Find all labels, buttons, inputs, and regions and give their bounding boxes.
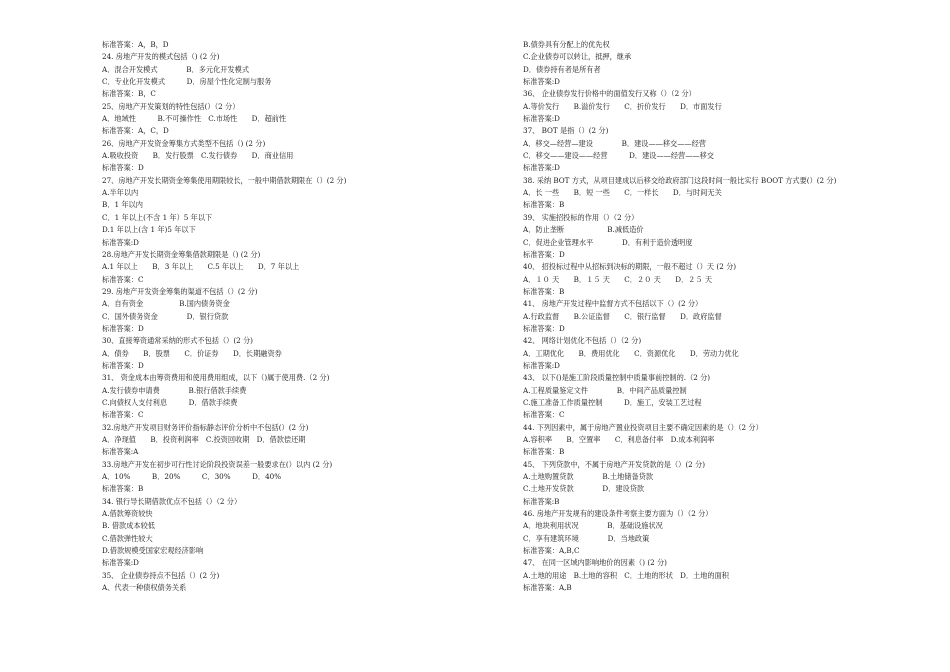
text-line: C.借款弹性较大 xyxy=(102,533,153,543)
text-line: A．工期优化 B．费用优化 C．资源优化 D．劳动力优化 xyxy=(523,348,739,358)
text-line: A.行政监督 B.公证监督 C．银行监督 D．政府监督 xyxy=(523,311,722,321)
text-line: 27、房地产开发长期资金筹集使用期限较长，一般中期借款期限在（）(2 分) xyxy=(102,175,347,185)
text-line: 26、房地产开发资金筹集方式类型不包括（) (2 分) xyxy=(102,138,266,148)
text-line: C.企业债券可以转让，抵押，继承 xyxy=(523,52,632,62)
answer-line: 标准答案:D xyxy=(523,77,560,87)
text-line: 34. 银行导长期借款优点不包括（）（2 分） xyxy=(102,496,242,506)
text-line: C．1 年以上(不含 1 年）5 年以下 xyxy=(102,212,213,222)
answer-line: 标准答案：C xyxy=(102,274,144,284)
text-line: A.土地购置贷款 B.土地储备贷款 xyxy=(523,472,654,482)
answer-line: 标准答案：C xyxy=(102,410,144,420)
text-line: A.吸收投资 B．发行股票 C.发行债券 D．商业信用 xyxy=(102,151,294,161)
text-line: A.等价发行 B.溢价发行 C．折价发行 D．市面发行 xyxy=(523,101,722,111)
text-line: A.1 年以上 B．3 年以上 C.5 年以上 D．7 年以上 xyxy=(102,262,300,272)
right-column xyxy=(523,39,943,594)
text-line: 32.房地产开发项目财务评价指标静态评价分析中不包括(）(2 分) xyxy=(102,422,309,432)
answer-line: 标准答案：A,B xyxy=(523,583,572,593)
answer-line: 标准答案：D xyxy=(523,323,565,333)
text-line: B．1 年以内 xyxy=(102,200,143,210)
answer-line: 标准答案：D xyxy=(102,323,144,333)
answer-line: 标准答案：B xyxy=(523,286,565,296)
text-line: C．促进企业管理水平 D．有利于造价透明度 xyxy=(523,237,693,247)
answer-line: 标准答案:D xyxy=(102,558,139,568)
text-line: 35、 企业债券持点不包括（）(2 分) xyxy=(102,570,220,580)
answer-line: 标准答案：B xyxy=(523,200,565,210)
text-line: 45、 下列贷款中，不属于房地产开发贷款的是（）(2 分) xyxy=(523,459,706,469)
text-line: A.土地的用途 B.土地的容积 C．土地的形状 D．土地的面积 xyxy=(523,570,729,580)
text-line: A．防止垄断 B.减低造价 xyxy=(523,225,644,235)
answer-line: 标准答案:D xyxy=(523,360,560,370)
text-line: 46. 房地产开发规有的建设条件考察主要方面为（）（2 分） xyxy=(523,509,713,519)
text-line: C．国外债务资金 D．银行贷款 xyxy=(102,311,229,321)
text-line: 43、 以下()是施工阶段质量控制中质量事前控制的.（2 分) xyxy=(523,373,711,383)
text-line: 30、直接筹资通常采纳的形式不包括（）(2 分) xyxy=(102,336,253,346)
text-line: A．地块利用状况 B．基础设施状况 xyxy=(523,521,663,531)
text-line: D．债券持有者是所有者 xyxy=(523,64,601,74)
answer-line: 标准答案：C xyxy=(523,410,565,420)
text-line: A.容积率 B．空置率 C．利息备付率 D.成本利润率 xyxy=(523,435,715,444)
text-line: D.借款规模受国家宏观经济影响 xyxy=(102,546,204,556)
text-line: A.发行债券申请费 B.银行借款手续费 xyxy=(102,385,247,395)
text-line: 39、 实施招投标的作用（）（2 分） xyxy=(523,212,639,222)
text-line: 36、 企业债券发行价格中的面值发行又称（）（2 分） xyxy=(523,89,696,99)
text-line: A．10% B．20% C．30% D．40% xyxy=(102,472,282,482)
text-line: A.工程质量鉴定文件 B．中间产品质量控制 xyxy=(523,385,687,395)
text-line: 37、 BOT 是指（）(2 分) xyxy=(523,126,609,136)
text-line: 44. 下列因素中，属于房地产置业投资项目主要不确定因素的是（）（2 分） xyxy=(523,422,763,432)
answer-line: 标准答案:D xyxy=(523,163,560,173)
text-line: C.施工准备工作质量控制 D．施工，安装工艺过程 xyxy=(523,397,702,407)
text-line: A．混合开发模式 B．多元化开发模式 xyxy=(102,64,250,74)
answer-line: 标准答案:A xyxy=(102,447,139,457)
text-line: B. 借款成本较低 xyxy=(102,521,155,531)
text-line: A.半年以内 xyxy=(102,188,139,198)
text-line: C．移交——建设——经营 D．建设——经营——移交 xyxy=(523,151,714,161)
text-line: 40、 招投标过程中从招标到决标的期限，一般不超过（）天 (2 分) xyxy=(523,262,737,272)
text-line: A．长 一些 B．短 一些 C．一样长 D．与时间无关 xyxy=(523,188,722,198)
left-column xyxy=(102,39,522,594)
text-line: C．享有建筑环境 D．当地政策 xyxy=(523,533,650,543)
text-line: B.债券具有分配上的优先权 xyxy=(523,40,610,49)
answer-line: 标准答案：A，B，D xyxy=(102,40,169,49)
text-line: A、代表一种债权债务关系 xyxy=(102,583,187,593)
text-line: A.借款筹资较快 xyxy=(102,509,153,519)
text-line: A．移交—经营—建设 B．建设——移交——经营 xyxy=(523,138,706,148)
answer-line: 标准答案:D xyxy=(102,237,139,247)
answer-line: 标准答案:D xyxy=(523,114,560,124)
text-line: 33.房地产开发在初步可行性讨论阶段投资误差一般要求在(）以内 (2 分) xyxy=(102,459,333,469)
text-line: 24. 房地产开发的模式包括（) (2 分) xyxy=(102,52,220,62)
text-line: 28.房地产开发长期资金筹集借款期限是（) (2 分) xyxy=(102,249,261,259)
answer-line: 标准答案：D xyxy=(102,163,144,173)
answer-line: 标准答案:B xyxy=(523,496,560,506)
text-line: A．债券 B．股票 C．价证券 D．长期融资券 xyxy=(102,348,282,358)
text-line: A．净现值 B．投资利润率 C.投资回收期 D．借款偿还期 xyxy=(102,435,306,444)
text-line: A．地域性 B.不可操作性 C.市场性 D．超前性 xyxy=(102,114,287,124)
answer-line: 标准答案：B，C xyxy=(102,89,156,99)
answer-line: 标准答案：A,B,C xyxy=(523,546,580,556)
answer-line: 标准答案：D xyxy=(102,360,144,370)
text-line: 29. 房地产开发资金筹集的渠道不包括（）(2 分) xyxy=(102,286,258,296)
text-line: C．专业化开发模式 D．房屋个性化定制与服务 xyxy=(102,77,272,87)
text-line: 41、 房地产开发过程中监督方式不包括以下（）(2 分） xyxy=(523,299,703,309)
text-line: A．自有资金 B.国内债务资金 xyxy=(102,299,230,309)
text-line: 38. 采纳 BOT 方式，从项目建成以后移交给政府部门这段时间一般比实行 BOOT 方式要(）(2 分) xyxy=(523,175,837,185)
text-line: 47、 在同一区域内影响地价的因素（) (2 分) xyxy=(523,558,667,568)
answer-line: 标准答案：D xyxy=(523,249,565,259)
text-line: A．１０ 天 B．１５ 天 C．２０ 天 D．２５ 天 xyxy=(523,274,713,284)
text-line: D.1 年以上(含 1 年)5 年以下 xyxy=(102,225,196,235)
answer-line: 标准答案：B xyxy=(102,484,144,494)
text-line: C.土地开发贷款 D．建设贷款 xyxy=(523,484,645,494)
text-line: 25、房地产开发策划的特性包括(）（2 分） xyxy=(102,101,240,111)
text-line: 42、 网络计划优化不包括（）（2 分) xyxy=(523,336,642,346)
text-line: 31、 资金成本由筹资费用和使用费用组成，以下（)属于使用费.（2 分) xyxy=(102,373,330,383)
answer-line: 标准答案：A，C，D xyxy=(102,126,169,136)
text-line: C.向债权人支付利息 D．借款手续费 xyxy=(102,397,238,407)
answer-line: 标准答案：B xyxy=(523,447,565,457)
